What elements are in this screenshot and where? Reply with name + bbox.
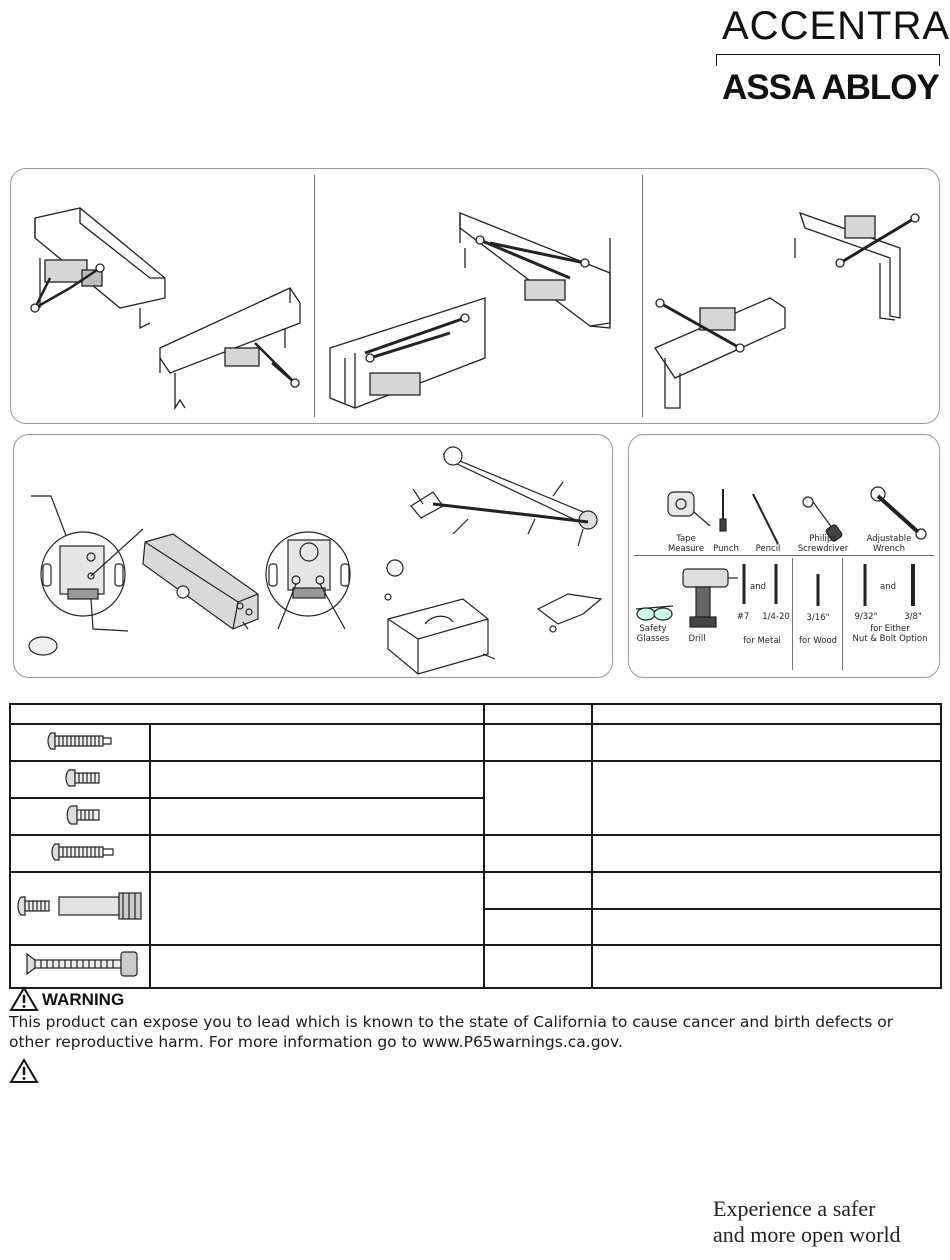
- table-cell-fastener-image: [10, 835, 150, 872]
- tagline-line-1: Experience a safer: [713, 1196, 876, 1221]
- tagline-line-2: and more open world: [713, 1222, 901, 1247]
- adjustable-wrench-icon: [871, 487, 926, 539]
- sex-nut-and-bolt-icon: [11, 873, 147, 939]
- tool-label-for-wood: for Wood: [798, 636, 838, 646]
- table-cell-fastener-image: [10, 798, 150, 835]
- safety-glasses-icon: [636, 606, 673, 620]
- tool-label-and: and: [880, 582, 896, 592]
- arm-assembly-illustration: [411, 447, 597, 546]
- punch-icon: [720, 489, 726, 531]
- table-row: [10, 872, 941, 909]
- pan-head-screw-icon: [11, 799, 147, 829]
- brand-logo-accentra: ACCENTRA: [722, 4, 950, 48]
- drill-icon: [683, 569, 738, 627]
- tool-label-drill: Drill: [688, 634, 706, 644]
- table-cell-fastener-image: [10, 761, 150, 798]
- closer-valve-detail-illustration: [266, 532, 350, 629]
- tool-label-bit-7: #7: [736, 612, 750, 622]
- brand-tagline: [713, 1196, 901, 1248]
- tool-label-punch: Punch: [713, 544, 739, 554]
- tool-label-safety-glasses: Safety Glasses: [636, 624, 670, 644]
- tool-label-philips-screwdriver: Philips Screwdriver: [797, 534, 849, 554]
- tool-label-bit-3-16: 3/16": [806, 613, 830, 623]
- table-cell-fastener-image: [10, 724, 150, 761]
- fastener-table: [9, 703, 942, 989]
- tool-label-for-metal: for Metal: [743, 636, 781, 646]
- regular-arm-mount-illustration: [31, 208, 300, 408]
- table-row: [10, 724, 941, 761]
- table-header-row: [10, 704, 941, 724]
- closer-end-detail-illustration: [31, 496, 143, 631]
- table-cell-fastener-image: [10, 872, 150, 945]
- mounting-bracket-illustration: [538, 594, 601, 632]
- end-cap-illustration: [29, 637, 57, 655]
- caution-triangle-icon: [9, 1058, 39, 1084]
- warning-text: This product can expose you to lead which is known to the state of California to cause cancer and birth defects or other reproductive harm. For more information go to www.P65warnings.ca.gov.: [9, 1013, 894, 1051]
- tool-label-bit-9-32: 9/32": [854, 612, 878, 622]
- mounting-illustrations: [10, 168, 940, 424]
- through-bolt-icon: [11, 946, 147, 982]
- brand-logo-rule: [716, 54, 940, 66]
- tool-label-tape-measure: Tape Measure: [667, 534, 705, 554]
- door-closer-body-illustration: [143, 534, 258, 629]
- table-row: [10, 945, 941, 988]
- table-row: [10, 835, 941, 872]
- closer-cover-illustration: [385, 560, 495, 674]
- tape-measure-icon: [668, 492, 710, 526]
- brand-logo-assa-abloy: ASSA ABLOY: [722, 68, 939, 107]
- parallel-arm-mount-illustration: [655, 213, 919, 408]
- pencil-icon: [753, 494, 778, 544]
- self-drilling-screw-icon: [11, 725, 147, 755]
- long-self-drilling-screw-icon: [11, 836, 147, 866]
- table-row: [10, 761, 941, 798]
- tool-label-bit-1-4-20: 1/4-20: [762, 612, 790, 622]
- tool-label-adjustable-wrench: Adjustable Wrench: [866, 534, 912, 554]
- tool-label-pencil: Pencil: [755, 544, 781, 554]
- machine-screw-icon: [11, 762, 147, 792]
- tool-label-for-either-nut-bolt: for Either Nut & Bolt Option: [852, 624, 928, 644]
- components-illustrations: [13, 434, 613, 678]
- warning-triangle-icon: [9, 986, 39, 1012]
- top-jamb-mount-illustration: [330, 213, 610, 408]
- tool-label-bit-3-8: 3/8": [904, 612, 922, 622]
- tool-label-and: and: [750, 582, 766, 592]
- warning-title: WARNING: [42, 990, 125, 1009]
- table-cell-fastener-image: [10, 945, 150, 988]
